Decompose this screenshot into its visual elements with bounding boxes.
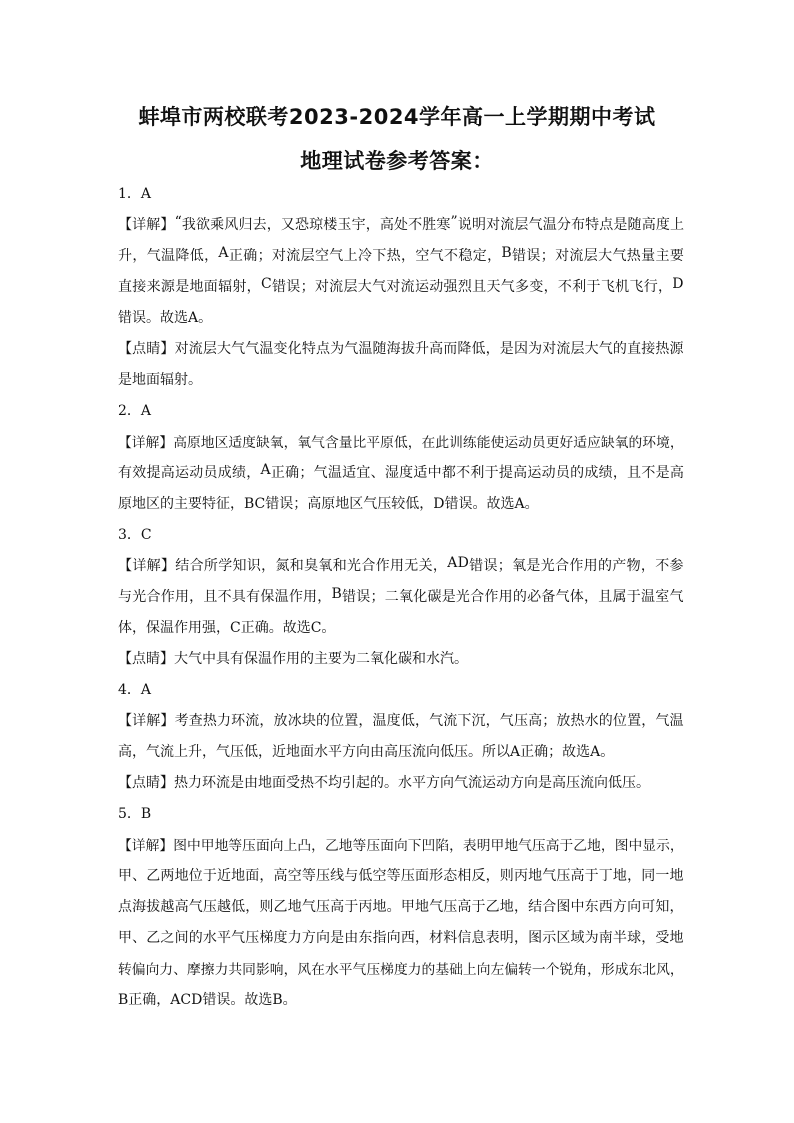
- text-line: 【 详 解 】 结 合 所 学 知 识 ， 氮 和 臭 氧 和 光 合 作 用 无 关 ， A D 错 误 ； 氧 是 光 合 作 用 的 产 物 ， 不 参: [118, 555, 684, 574]
- text-line: 甲 、 乙 两 地 位 于 近 地 面 ， 高 空 等 压 线 与 低 空 等 压 面 形 态 相 反 ， 则 丙 地 气 压 高 于 丁 地 ， 同 一 地: [118, 868, 684, 884]
- text-line: 升 ， 气 温 降 低 ， A 正 确 ； 对 流 层 空 气 上 冷 下 热 ， 空 气 不 稳 定 ， B 错 误 ； 对 流 层 大 气 热 量 主 要: [118, 245, 684, 264]
- answer-explanation: [118, 431, 684, 515]
- answer-explanation: [118, 214, 684, 329]
- answer-number: 5．B: [118, 806, 152, 822]
- text-line: 是地面辐射。: [118, 372, 202, 388]
- answer-explanation: [118, 648, 684, 670]
- answer-list: [118, 183, 684, 1020]
- text-line: 【 详 解 】 “ 我 欲 乘 风 归 去 ， 又 恐 琼 楼 玉 宇 ， 高 处 不 胜 寒 ” 说 明 对 流 层 气 温 分 布 特 点 是 随 高 度 上: [118, 214, 684, 233]
- text-line: 甲 、 乙 之 间 的 水 平 气 压 梯 度 力 方 向 是 由 东 指 向 西 ， 材 料 信 息 表 明 ， 图 示 区 域 为 南 半 球 ， 受 地: [118, 930, 684, 946]
- text-line: B正确，ACD错误。故选B。: [118, 992, 297, 1008]
- text-line: 【点睛】热力环流是由地面受热不均引起的。水平方向气流运动方向是高压流向低压。: [118, 775, 650, 791]
- text-line: 与 光 合 作 用 ， 且 不 具 有 保 温 作 用 ， B 错 误 ； 二 氧 化 碳 是 光 合 作 用 的 必 备 气 体 ， 且 属 于 温 室 气: [118, 586, 684, 605]
- text-line: 点 海 拔 越 高 气 压 越 低 ， 则 乙 地 气 压 高 于 丙 地 。 甲 地 气 压 高 于 乙 地 ， 结 合 图 中 东 西 方 向 可 知 ，: [118, 899, 684, 915]
- text-line: 原地区的主要特征，BC错误；高原地区气压较低，D错误。故选A。: [118, 496, 539, 512]
- page-subtitle: 地理试卷参考答案：: [300, 149, 494, 173]
- text-line: 【 点 睛 】 对 流 层 大 气 气 温 变 化 特 点 为 气 温 随 海 拔 升 高 而 降 低 ， 是 因 为 对 流 层 大 气 的 直 接 热 源: [118, 341, 684, 357]
- text-line: 【 详 解 】 高 原 地 区 适 度 缺 氧 ， 氧 气 含 量 比 平 原 低 ， 在 此 训 练 能 使 运 动 员 更 好 适 应 缺 氧 的 环 境 ，: [118, 435, 684, 451]
- answer-explanation: [118, 772, 684, 794]
- answer-number: 4．A: [118, 682, 152, 698]
- answer-explanation: [118, 338, 684, 391]
- text-line: 【 详 解 】 图 中 甲 地 等 压 面 向 上 凸 ， 乙 地 等 压 面 向 下 凹 陷 ， 表 明 甲 地 气 压 高 于 乙 地 ， 图 中 显 示 ，: [118, 838, 684, 854]
- text-line: 体，保温作用强，C正确。故选C。: [118, 620, 336, 636]
- answer-explanation: [118, 834, 684, 1011]
- text-line: 错误。故选A。: [118, 310, 213, 326]
- text-line: 直 接 来 源 是 地 面 辐 射 ， C 错 误 ； 对 流 层 大 气 对 流 运 动 强 烈 且 天 气 多 变 ， 不 利 于 飞 机 飞 行 ， D: [118, 276, 684, 295]
- page-title: 蚌埠市两校联考2023-2024学年高一上学期期中考试: [138, 105, 656, 129]
- answer-number: 2．A: [118, 403, 152, 419]
- answer-number: 1．A: [118, 186, 152, 202]
- text-line: 【 详 解 】 考 查 热 力 环 流 ， 放 冰 块 的 位 置 ， 温 度 低 ， 气 流 下 沉 ， 气 压 高 ； 放 热 水 的 位 置 ， 气 温: [118, 713, 684, 729]
- answer-number: 3．C: [118, 527, 152, 543]
- answer-explanation: [118, 555, 684, 639]
- text-line: 有 效 提 高 运 动 员 成 绩 ， A 正 确 ； 气 温 适 宜 、 湿 度 适 中 都 不 利 于 提 高 运 动 员 的 成 绩 ， 且 不 是 高: [118, 462, 684, 481]
- text-line: 高，气流上升，气压低，近地面水平方向由高压流向低压。所以A正确；故选A。: [118, 744, 615, 760]
- answer-explanation: [118, 710, 684, 763]
- text-line: 【点睛】大气中具有保温作用的主要为二氧化碳和水汽。: [118, 651, 468, 667]
- text-line: 转 偏 向 力 、 摩 擦 力 共 同 影 响 ， 风 在 水 平 气 压 梯 度 力 的 基 础 上 向 左 偏 转 一 个 锐 角 ， 形 成 东 北 风 ，: [118, 962, 684, 978]
